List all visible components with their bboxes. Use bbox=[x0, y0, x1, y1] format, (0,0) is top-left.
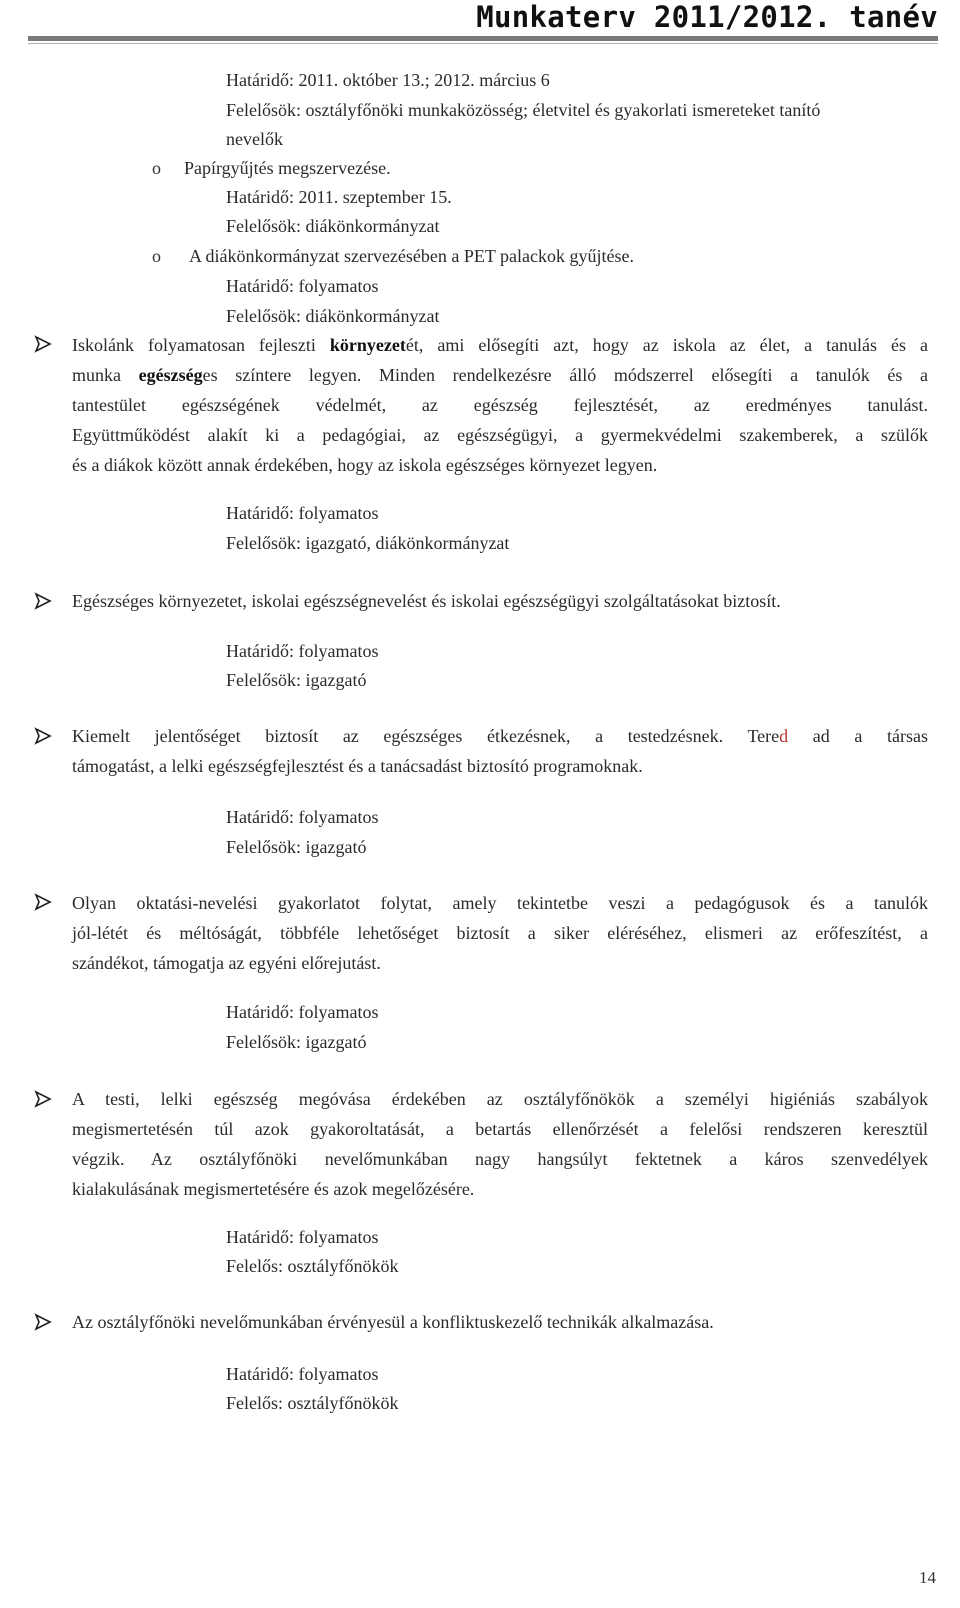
header-title: Munkaterv 2011/2012. tanév bbox=[476, 0, 938, 34]
header-rule-thin bbox=[28, 43, 938, 44]
section-health-services-deadline: Határidő: folyamatos bbox=[226, 641, 379, 661]
arrow-bullet-icon bbox=[34, 893, 52, 911]
page-number: 14 bbox=[919, 1568, 936, 1587]
sub-bullet: o bbox=[152, 246, 161, 266]
text-line: Együttműködést alakít ki a pedagógiai, az egészségügyi, a gyermekvédelmi szakemberek, a szülők bbox=[72, 425, 928, 445]
text-line: Az osztályfőnöki nevelőmunkában érvényesül a konfliktuskezelő technikák alkalmazása. bbox=[72, 1312, 714, 1332]
arrow-bullet-icon bbox=[34, 335, 52, 353]
section-environment-responsible: Felelősök: igazgató, diákönkormányzat bbox=[226, 533, 510, 553]
section-environment-deadline: Határidő: folyamatos bbox=[226, 503, 379, 523]
section-environment-text bbox=[72, 330, 928, 480]
text-line: kialakulásának megismertetésére és azok megelőzésére. bbox=[72, 1179, 475, 1199]
arrow-bullet-icon bbox=[34, 1313, 52, 1331]
text-line: tantestület egészségének védelmét, az egészség fejlesztését, az eredményes tanulást. bbox=[72, 395, 928, 415]
text-line: megismertetésén túl azok gyakoroltatását, a betartás ellenőrzését a felelősi rendszeren keresztül bbox=[72, 1119, 928, 1139]
section-practice-deadline: Határidő: folyamatos bbox=[226, 1002, 379, 1022]
section-nutrition-deadline: Határidő: folyamatos bbox=[226, 807, 379, 827]
intro-responsible: Felelősök: osztályfőnöki munkaközösség; életvitel és gyakorlati ismereteket tanító bbox=[226, 100, 821, 120]
intro-responsible-cont: nevelők bbox=[226, 129, 283, 149]
text-line: jól-létét és méltóságát, többféle lehetőséget biztosít a siker eléréséhez, elismeri az erőfeszítést, a bbox=[72, 923, 928, 943]
section-conflict-deadline: Határidő: folyamatos bbox=[226, 1364, 379, 1384]
section-hygiene-responsible: Felelős: osztályfőnökök bbox=[226, 1256, 399, 1276]
section-health-services-text bbox=[72, 586, 928, 616]
text-line: Iskolánk folyamatosan fejleszti környezetét, ami elősegíti azt, hogy az iskola az élet, a tanulás és a bbox=[72, 335, 929, 355]
section-practice-responsible: Felelősök: igazgató bbox=[226, 1032, 367, 1052]
header-rule bbox=[28, 36, 938, 41]
intro-deadline: Határidő: 2011. október 13.; 2012. március 6 bbox=[226, 70, 550, 90]
section-hygiene-deadline: Határidő: folyamatos bbox=[226, 1227, 379, 1247]
section-hygiene-text bbox=[72, 1084, 928, 1204]
section-nutrition-responsible: Felelősök: igazgató bbox=[226, 837, 367, 857]
text-line: Olyan oktatási-nevelési gyakorlatot folytat, amely tekintetbe veszi a pedagógusok és a tanulók bbox=[72, 893, 928, 913]
section-conflict-responsible: Felelős: osztályfőnökök bbox=[226, 1393, 399, 1413]
text-line: és a diákok között annak érdekében, hogy az iskola egészséges környezet legyen. bbox=[72, 455, 658, 475]
paper-collection-text: Papírgyűjtés megszervezése. bbox=[184, 158, 391, 178]
text-line: szándékot, támogatja az egyéni előrejutást. bbox=[72, 953, 381, 973]
text-line: támogatást, a lelki egészségfejlesztést és a tanácsadást biztosító programoknak. bbox=[72, 756, 643, 776]
text-line: Egészséges környezetet, iskolai egészségnevelést és iskolai egészségügyi szolgáltatásokat biztosít. bbox=[72, 591, 781, 611]
text-line: végzik. Az osztályfőnöki nevelőmunkában nagy hangsúlyt fektetnek a káros szenvedélyek bbox=[72, 1149, 928, 1169]
text-line: A testi, lelki egészség megóvása érdekében az osztályfőnökök a személyi higiéniás szabályok bbox=[72, 1089, 928, 1109]
arrow-bullet-icon bbox=[34, 727, 52, 745]
text-line: munka egészséges színtere legyen. Minden rendelkezésre álló módszerrel elősegíti a tanulók és a bbox=[72, 365, 928, 385]
sub-bullet: o bbox=[152, 158, 161, 178]
pet-collection-text: A diákönkormányzat szervezésében a PET palackok gyűjtése. bbox=[189, 246, 635, 266]
section-practice-text bbox=[72, 888, 928, 978]
pet-deadline: Határidő: folyamatos bbox=[226, 276, 379, 296]
section-health-services-responsible: Felelősök: igazgató bbox=[226, 670, 367, 690]
section-conflict-text bbox=[72, 1307, 928, 1337]
paper-deadline: Határidő: 2011. szeptember 15. bbox=[226, 187, 452, 207]
arrow-bullet-icon bbox=[34, 1090, 52, 1108]
paper-responsible: Felelősök: diákönkormányzat bbox=[226, 216, 440, 236]
arrow-bullet-icon bbox=[34, 592, 52, 610]
pet-responsible: Felelősök: diákönkormányzat bbox=[226, 306, 440, 326]
section-nutrition-text bbox=[72, 721, 928, 781]
text-line: Kiemelt jelentőséget biztosít az egészséges étkezésnek, a testedzésnek. Tered ad a társas bbox=[72, 726, 929, 746]
